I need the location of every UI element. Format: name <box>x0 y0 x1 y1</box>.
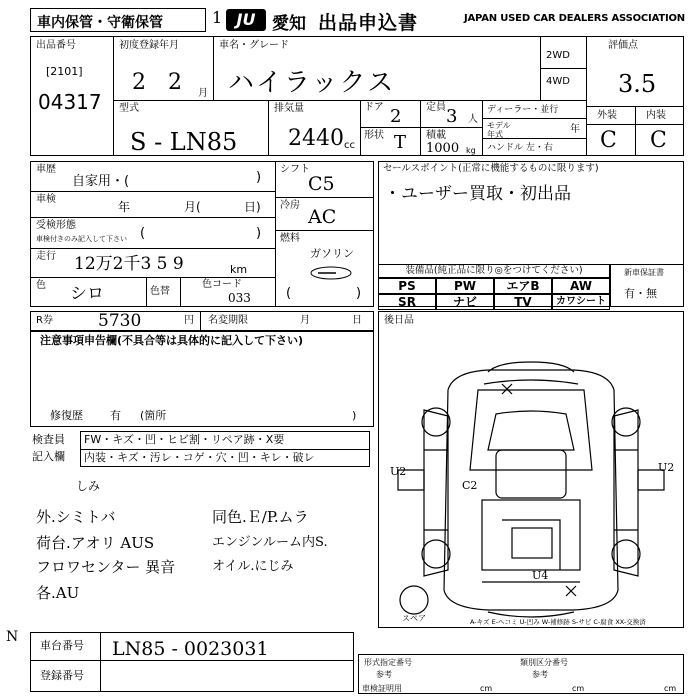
model-label: 型式 <box>119 103 139 114</box>
inspection-row1: FW・キズ・凹・ヒビ割・リペア跡・X要 <box>84 433 285 446</box>
lot-prefix: [2101] <box>46 65 83 78</box>
storage-label: 車内保管・守衛保管 <box>37 15 163 31</box>
rear-label: 後日品 <box>384 315 414 326</box>
sales-label: セールスポイント(正常に機能するものに限ります) <box>383 163 599 174</box>
mileage-label: 走行 <box>36 251 56 262</box>
equip-airbag: エアB <box>494 278 552 294</box>
name-change-month: 月 <box>300 315 310 326</box>
fuel-label: 燃料 <box>280 233 300 244</box>
reg-month: 2 <box>168 70 182 95</box>
inspection-right-3: オイル.にじみ <box>212 559 294 574</box>
door-value: 2 <box>390 106 402 127</box>
inspection-mark-under: しみ <box>76 479 101 493</box>
diagram-center-mark: C2 <box>462 479 478 492</box>
equip-pw: PW <box>436 278 494 294</box>
shaken-year: 年 <box>118 200 131 214</box>
inspection-row2: 内装・キズ・汚レ・コゲ・穴・凹・キレ・破レ <box>84 451 315 464</box>
equip-aw: AW <box>552 278 610 294</box>
ac-label: 冷房 <box>280 200 300 211</box>
model-value: S - LN85 <box>130 128 238 156</box>
repair-close: ) <box>352 409 357 422</box>
inspection-line-3: フロワセンター 異音 <box>36 558 176 576</box>
color-code-label: 色コード <box>202 279 242 290</box>
shaken-month: 月( <box>184 200 201 214</box>
name-change-label: 名変期限 <box>208 315 248 326</box>
record-label: 記入欄 <box>32 450 65 463</box>
int-value: C <box>650 128 667 153</box>
grade-label: 評価点 <box>608 40 638 51</box>
damage-legend: A-キズ E-ヘコミ U-凹み W-補修跡 S-サビ C-腐食 XX-交換済 <box>470 618 646 626</box>
cm-unit-3: cm <box>664 684 677 693</box>
chassis-label: 車台番号 <box>40 639 84 652</box>
diagram-right-mark: U2 <box>658 461 675 474</box>
diagram-rear-mark: U4 <box>532 569 549 582</box>
month-unit: 月 <box>198 88 208 99</box>
fuel-close: ) <box>356 286 362 301</box>
capacity-label: 定員 <box>426 102 446 113</box>
pickup-note: 車検付きのみ記入して下さい <box>36 235 127 243</box>
n-mark: N <box>6 629 19 645</box>
pickup-open: ( <box>140 226 146 241</box>
org-name: 愛知 <box>272 14 306 34</box>
color-change-label: 色替 <box>150 286 170 297</box>
equip-leather-seat: カワシート <box>552 294 610 310</box>
diagram-left-mark: U2 <box>390 465 407 478</box>
person-unit: 人 <box>468 114 478 125</box>
ju-logo <box>226 9 266 31</box>
spare-label: スペア <box>402 614 426 623</box>
reg-year: 2 <box>132 70 146 95</box>
drive-2wd: 2WD <box>546 50 570 61</box>
fuel-open: ( <box>286 286 292 301</box>
int-label: 内装 <box>646 110 666 121</box>
drive-4wd: 4WD <box>546 76 570 87</box>
ext-value: C <box>600 128 617 153</box>
history-label: 車歴 <box>36 164 56 175</box>
year-unit: 年 <box>570 124 580 135</box>
shift-value: C5 <box>308 173 335 195</box>
equip-ps: PS <box>378 278 436 294</box>
inspection-line-4: 各.AU <box>36 584 80 602</box>
door-label: ドア <box>364 102 384 113</box>
model-year-label: モデル 年式 <box>487 121 511 139</box>
sales-value: ・ユーザー買取・初出品 <box>384 184 571 204</box>
chassis-value: LN85 - 0023031 <box>112 638 269 660</box>
mileage-value: 12万2千3 5 9 <box>74 254 184 274</box>
notes-label: 注意事項申告欄(不具合等は具体的に記入して下さい) <box>40 334 304 347</box>
history-value: 自家用・( <box>72 174 130 189</box>
storage-label-box <box>30 8 206 32</box>
equip-navi: ナビ <box>436 294 494 310</box>
repair-label: 修復歴 <box>50 409 83 422</box>
form-number-label: 形式指定番号 <box>364 658 412 667</box>
fuel-value: ガソリン <box>310 247 354 260</box>
logo-text: JU <box>236 10 256 29</box>
name-change-day: 日 <box>352 315 362 326</box>
english-title: JAPAN USED CAR DEALERS ASSOCIATION <box>464 13 685 24</box>
capacity-value: 3 <box>446 106 458 127</box>
km-unit: km <box>230 263 248 276</box>
load-label: 積載 <box>426 130 446 141</box>
recycle-label: R券 <box>36 315 53 326</box>
reg-year-label: 初度登録年月 <box>119 40 179 51</box>
displacement-label: 排気量 <box>274 103 304 114</box>
shape-value: T <box>394 132 407 153</box>
ref-label: 参考 <box>376 670 392 679</box>
shaken-day: 日) <box>244 200 261 214</box>
equip-tv: TV <box>494 294 552 310</box>
name-value: ハイラックス <box>228 68 396 98</box>
cert-label: 車検証明用 <box>362 684 402 693</box>
equip-sr: SR <box>378 294 436 310</box>
insurance-label: 新車保証書 <box>624 268 664 277</box>
color-label: 色 <box>36 280 46 291</box>
name-label: 車名・グレード <box>219 40 289 51</box>
car-damage-diagram <box>378 350 684 630</box>
cm-unit-2: cm <box>572 684 585 693</box>
yen-unit: 円 <box>184 315 194 326</box>
cm-unit-1: cm <box>480 684 493 693</box>
inspection-right-1: 同色.Ｅ/P.ムラ <box>212 508 309 526</box>
load-value: 1000 <box>426 141 460 156</box>
kg-unit: kg <box>466 146 476 155</box>
ref-label-2: 参考 <box>532 670 548 679</box>
ac-value: AC <box>308 206 337 228</box>
ext-label: 外装 <box>597 110 617 121</box>
shape-label: 形状 <box>364 130 384 141</box>
inspection-line-1: 外.シミトバ <box>36 508 116 526</box>
repair-spot: (箇所 <box>140 409 167 422</box>
storage-mark: 1 <box>212 8 223 27</box>
inspection-line-2: 荷台.アオリ AUS <box>36 534 155 552</box>
color-code-value: 033 <box>228 291 251 305</box>
dealer-label: ディーラー・並行 <box>487 105 559 115</box>
shift-label: シフト <box>280 164 310 175</box>
recycle-row <box>30 311 374 331</box>
pickup-close: ) <box>256 226 262 241</box>
lot-number: 04317 <box>38 90 102 114</box>
reg-label: 登録番号 <box>40 669 84 682</box>
inspector-label: 検査員 <box>32 433 65 446</box>
shaken-label: 車検 <box>36 194 56 205</box>
cc-unit: cc <box>344 140 355 151</box>
recycle-value: 5730 <box>98 311 142 331</box>
equipment-label: 装備品(純正品に限り◎をつけてください) <box>378 264 610 278</box>
repair-value: 有 <box>110 409 121 422</box>
form-title: 出品申込書 <box>318 12 419 34</box>
history-close: ) <box>256 170 262 185</box>
inspection-right-2: エンジンルーム内S. <box>212 535 328 550</box>
fuel-gauge-icon <box>306 264 356 282</box>
color-value: シロ <box>70 284 104 304</box>
pickup-label: 受検形態 <box>36 220 76 231</box>
grade-value: 3.5 <box>618 70 657 98</box>
insurance-options: 有・無 <box>624 287 657 300</box>
lot-label: 出品番号 <box>36 40 76 51</box>
handle-label: ハンドル 左・右 <box>487 143 553 153</box>
displacement-value: 2440 <box>288 126 344 151</box>
class-number-label: 類別区分番号 <box>520 658 568 667</box>
